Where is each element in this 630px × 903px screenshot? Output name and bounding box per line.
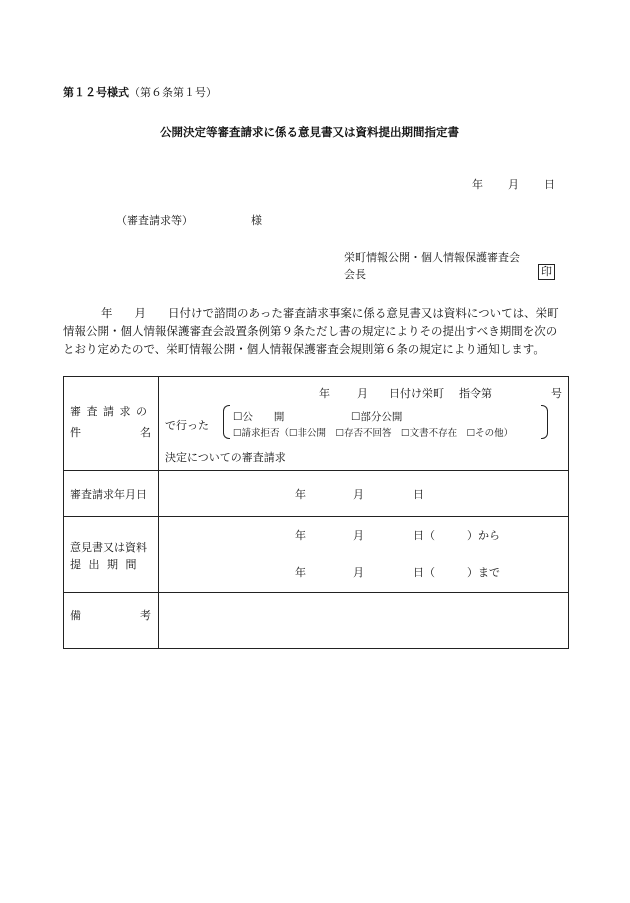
request-month: 月 <box>353 488 364 501</box>
to-day: 日（ <box>413 566 435 579</box>
option-public: ☐公 開 <box>233 411 285 423</box>
row-submission-period <box>64 517 569 593</box>
option-partial: ☐部分公開 <box>351 411 403 423</box>
to-suffix: ）まで <box>467 566 500 579</box>
from-month: 月 <box>353 529 364 542</box>
to-year: 年 <box>295 566 306 579</box>
row-remarks <box>64 593 569 649</box>
label-case-name-ken: 件 <box>70 426 81 439</box>
issue-date-day: 日 <box>544 178 555 191</box>
request-day: 日 <box>413 488 424 501</box>
label-request-date-text: 審査請求年月日 <box>70 488 147 501</box>
addressee-honorific: 様 <box>251 214 262 227</box>
case-year: 年 <box>319 387 330 400</box>
notice-body <box>63 304 568 358</box>
case-number: 号 <box>551 387 562 400</box>
form-number-text: 第１２号様式 <box>63 86 129 99</box>
label-remarks-kou: 考 <box>140 609 151 622</box>
value-submission-period <box>159 517 569 593</box>
form-reference: （第６条第１号） <box>129 86 217 99</box>
body-month: 月 <box>134 306 146 320</box>
label-remarks-bi: 備 <box>70 609 81 622</box>
issue-date <box>472 176 555 192</box>
case-month: 月 <box>357 387 368 400</box>
option-refusal: ☐請求拒否（☐非公開 ☐存否不回答 ☐文書不存在 ☐その他） <box>233 428 514 439</box>
addressee-name: （審査請求等） <box>116 214 193 227</box>
issue-date-year: 年 <box>472 178 483 191</box>
case-performed: で行った <box>165 419 209 432</box>
label-case-name-mei: 名 <box>140 426 151 439</box>
case-date-suffix: 日付け栄町 <box>389 387 444 400</box>
from-day: 日（ <box>413 529 435 542</box>
issuer-organization: 栄町情報公開・個人情報保護審査会 <box>344 251 520 264</box>
label-request-date <box>64 471 159 517</box>
case-order: 指令第 <box>459 387 492 400</box>
seal-mark: 印 <box>538 264 555 280</box>
request-year: 年 <box>295 488 306 501</box>
label-submission-period <box>64 517 159 593</box>
form-number <box>63 84 217 100</box>
case-footer: 決定についての審査請求 <box>165 451 286 464</box>
from-year: 年 <box>295 529 306 542</box>
issue-date-month: 月 <box>508 178 519 191</box>
body-text: 日付けで諮問のあった審査請求事案に係る意見書又は資料については、栄町情報公開・個人情報保護審査会設置条例第９条ただし書の規定によりその提出すべき期間を次のとおり定めたので、栄町情報公開・個人情報保護審査会規則第６条の規定により通知します。 <box>63 306 559 356</box>
row-request-date <box>64 471 569 517</box>
document-title: 公開決定等審査請求に係る意見書又は資料提出期間指定書 <box>160 125 459 139</box>
value-remarks <box>159 593 569 649</box>
label-remarks <box>64 593 159 649</box>
value-request-date <box>159 471 569 517</box>
to-month: 月 <box>353 566 364 579</box>
row-case-name <box>64 377 569 471</box>
label-case-name <box>64 377 159 471</box>
body-year: 年 <box>101 306 113 320</box>
right-brace <box>541 405 548 439</box>
left-brace <box>223 405 230 439</box>
label-case-name-line1: 審 査 請 求 の <box>70 405 148 418</box>
label-submission-line1: 意見書又は資料 <box>70 541 147 554</box>
issuer-title: 会長 <box>344 268 366 281</box>
from-suffix: ）から <box>467 529 500 542</box>
label-submission-line2: 提 出 期 間 <box>70 558 139 571</box>
form-table <box>63 376 569 649</box>
value-case-name <box>159 377 569 471</box>
